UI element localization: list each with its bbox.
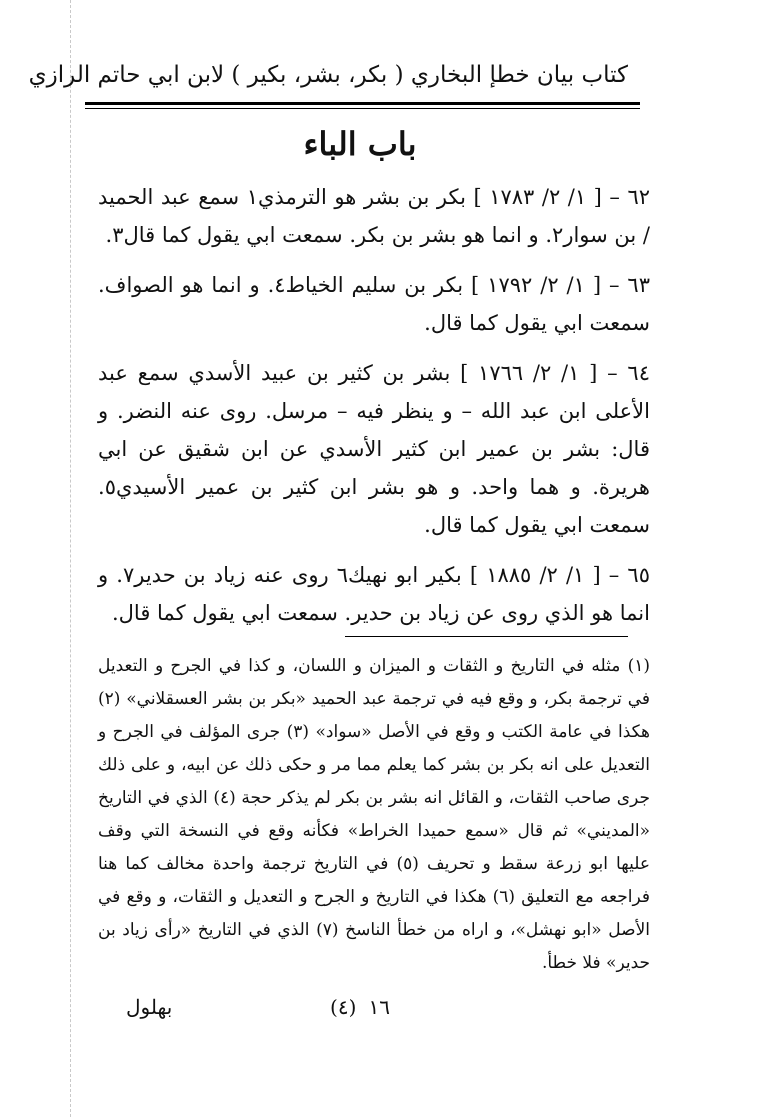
entry-text: بكر بن سليم الخياط٤. و انما هو الصواف. سمعت ابي يقول كما قال. — [98, 273, 650, 335]
entry-65: ٦٥ – [ ١/ ٢/ ١٨٨٥ ] بكير ابو نهيك٦ روى عنه زياد بن حدير٧. و انما هو الذي روى عن زياد بن حدير. سمعت ابي يقول كما قال. — [98, 563, 650, 625]
header-rule-thick — [85, 102, 640, 105]
entry-number: ٦٥ — [627, 563, 650, 587]
entry-text: بشر بن كثير بن عبيد الأسدي سمع عبد الأعلى ابن عبد الله – و ينظر فيه – مرسل. روى عنه النضر. و قال: بشر بن عمير ابن كثير الأسدي عن ابن شقيق عن ابي هريرة. و هما واحد. و هو بشر ابن كثير بن عمير الأسيدي٥. سمعت ابي يقول كما قال. — [98, 361, 650, 537]
entry-text: بكير ابو نهيك٦ روى عنه زياد بن حدير٧. و انما هو الذي روى عن زياد بن حدير. سمعت ابي يقول كما قال. — [98, 563, 650, 625]
entry-reference: [ ١/ ٢/ ١٨٨٥ ] — [469, 563, 601, 587]
footer-code: (٤) — [330, 995, 357, 1019]
chapter-title: باب الباء — [303, 125, 417, 163]
footnotes: (١) مثله في التاريخ و الثقات و الميزان و اللسان، و كذا في الجرح و التعديل في ترجمة بكر، و وقع فيه في ترجمة عبد الحميد «بكر بن بشر العسقلاني» (٢) هكذا في عامة الكتب و وقع في الأصل «سواد» (٣) جرى المؤلف في الجرح و التعديل على انه بكر بن بشر كما يعلم مما مر و حكى ذلك عن ابيه، و على ذلك جرى صاحب الثقات، و القائل انه بشر بن بكر لم يذكر حجة (٤) الذي في التاريخ «المديني» ثم قال «سمع حميدا الخراط» فكأنه وقع في النسخة التي وقف عليها ابو زرعة سقط و تحريف (٥) في التاريخ ترجمة واحدة مخالف كما هنا فراجعه مع التعليق (٦) هكذا في التاريخ و الجرح و التعديل و الثقات، و وقع في الأصل «ابو نهشل»، و اراه من خطأ الناسخ (٧) الذي في التاريخ «رأى زياد بن حدير» فلا خطأ. — [98, 656, 651, 973]
entry-text: بكر بن بشر هو الترمذي١ سمع عبد الحميد / بن سوار٢. و انما هو بشر بن بكر. سمعت ابي يقول كما قال٣. — [98, 185, 650, 247]
page-footer — [110, 990, 630, 1024]
footer-name: بهلول — [126, 995, 173, 1019]
entry-62: ٦٢ – [ ١/ ٢/ ١٧٨٣ ] بكر بن بشر هو الترمذي١ سمع عبد الحميد / بن سوار٢. و انما هو بشر بن بكر. سمعت ابي يقول كما قال٣. — [98, 185, 650, 247]
running-head: كتاب بيان خطإ البخاري ( بكر، بشر، بكير ) لابن ابي حاتم الرازي — [28, 62, 628, 88]
footnote-separator — [345, 636, 628, 637]
entry-number: ٦٣ — [627, 273, 650, 297]
entry-64: ٦٤ – [ ١/ ٢/ ١٧٦٦ ] بشر بن كثير بن عبيد الأسدي سمع عبد الأعلى ابن عبد الله – و ينظر فيه – مرسل. روى عنه النضر. و قال: بشر بن عمير ابن كثير الأسدي عن ابن شقيق عن ابي هريرة. و هما واحد. و هو بشر ابن كثير بن عمير الأسيدي٥. سمعت ابي يقول كما قال. — [98, 361, 650, 537]
page-number: ١٦ — [368, 995, 390, 1019]
entry-reference: [ ١/ ٢/ ١٧٩٢ ] — [471, 273, 602, 297]
scan-margin-line — [70, 0, 71, 1117]
entries-body — [98, 178, 650, 644]
entry-reference: [ ١/ ٢/ ١٧٨٣ ] — [473, 185, 602, 209]
entry-number: ٦٤ — [627, 361, 650, 385]
entry-reference: [ ١/ ٢/ ١٧٦٦ ] — [460, 361, 598, 385]
header-rule-thin — [85, 108, 640, 109]
entry-63: ٦٣ – [ ١/ ٢/ ١٧٩٢ ] بكر بن سليم الخياط٤. و انما هو الصواف. سمعت ابي يقول كما قال. — [98, 273, 650, 335]
entry-number: ٦٢ — [627, 185, 650, 209]
